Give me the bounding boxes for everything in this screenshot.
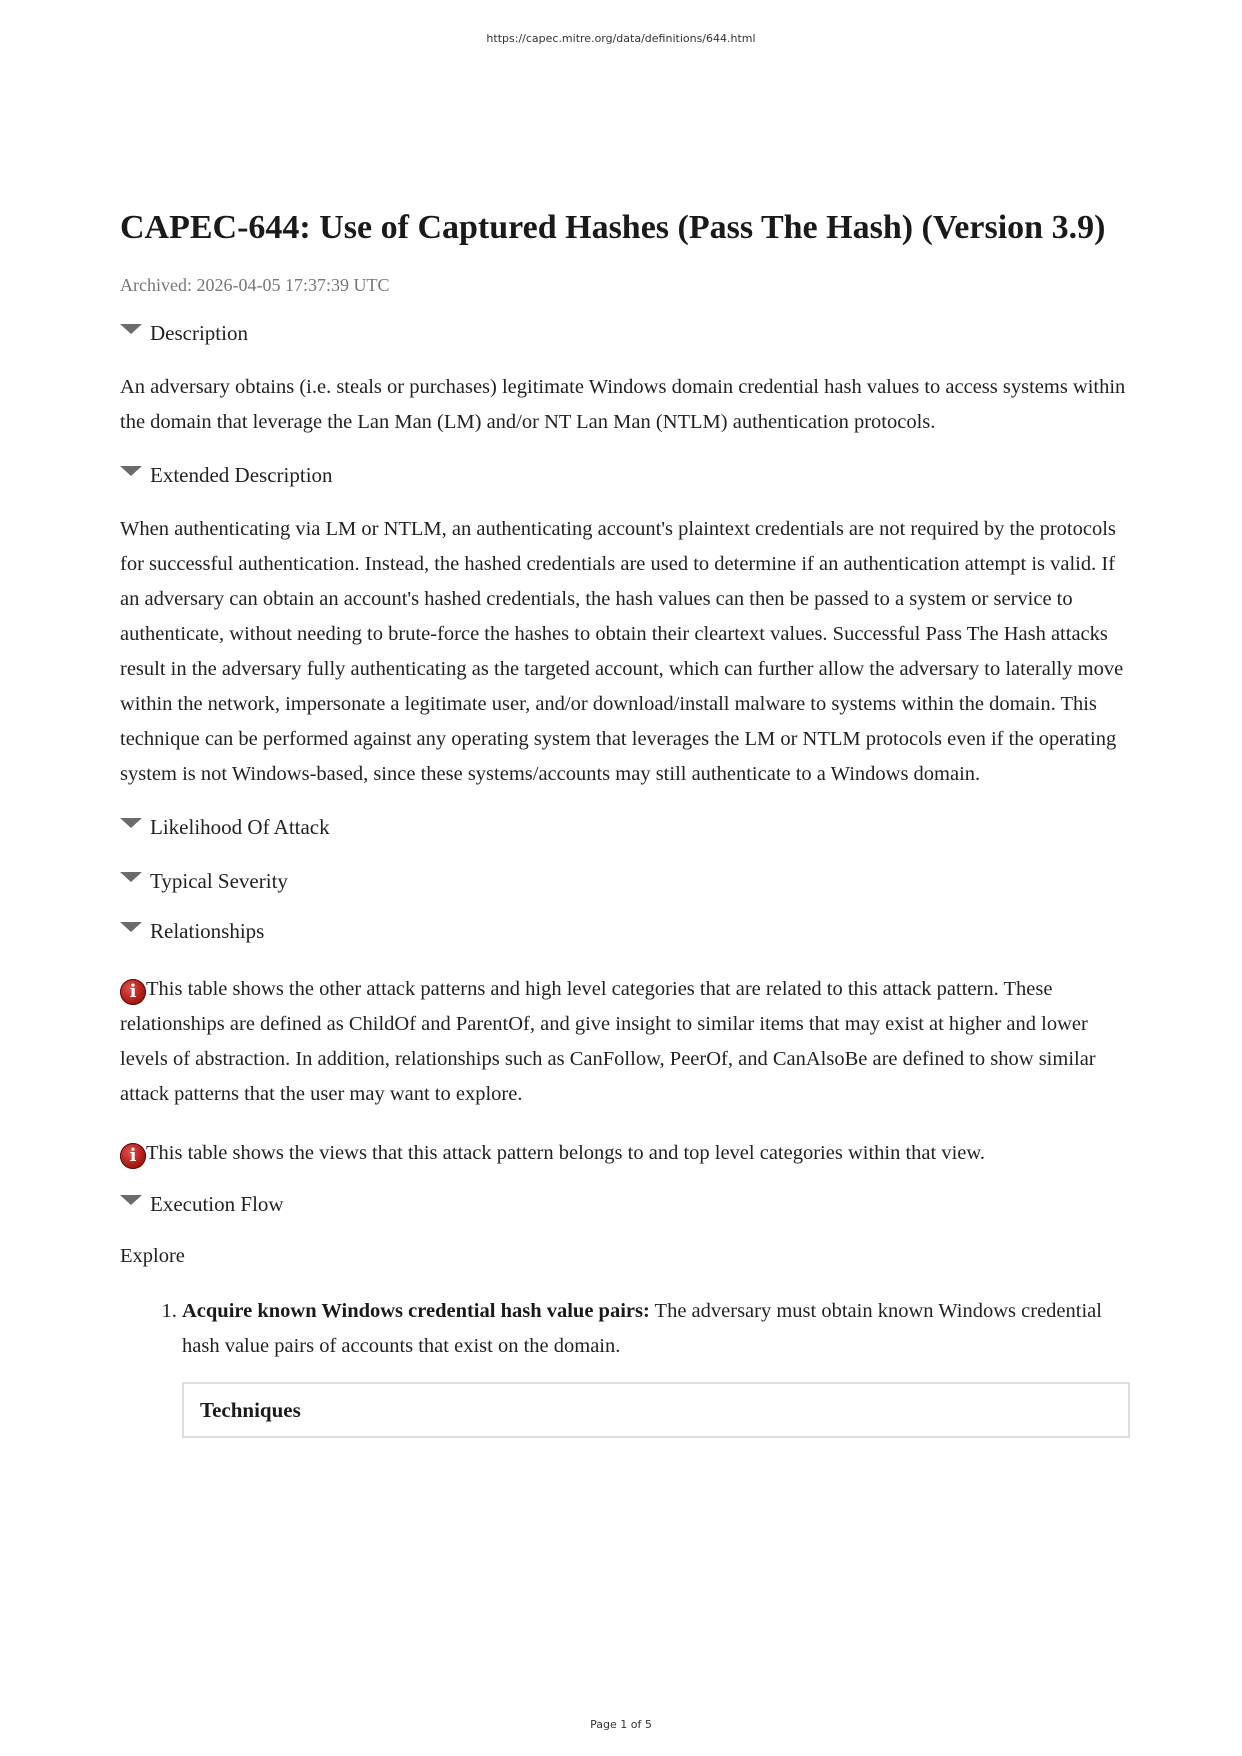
expand-triangle-icon bbox=[120, 1195, 142, 1205]
expand-triangle-icon bbox=[120, 818, 142, 828]
info-icon[interactable]: i bbox=[120, 979, 146, 1005]
execution-step bbox=[182, 1294, 1130, 1364]
section-description-toggle[interactable] bbox=[120, 318, 1130, 348]
section-heading: Execution Flow bbox=[150, 1192, 284, 1216]
section-heading: Extended Description bbox=[150, 463, 333, 487]
section-extended-description-toggle[interactable] bbox=[120, 460, 1130, 490]
expand-triangle-icon bbox=[120, 466, 142, 476]
section-likelihood-toggle[interactable] bbox=[120, 812, 1130, 842]
print-header-url: https://capec.mitre.org/data/definitions/644.html bbox=[486, 32, 756, 45]
techniques-table-header: Techniques bbox=[182, 1382, 1130, 1438]
info-icon[interactable]: i bbox=[120, 1143, 146, 1169]
page-title: CAPEC-644: Use of Captured Hashes (Pass The Hash) (Version 3.9) bbox=[120, 209, 1106, 246]
description-text: An adversary obtains (i.e. steals or purchases) legitimate Windows domain credential hash values to access systems within the domain that leverage the Lan Man (LM) and/or NT Lan Man (NTLM) authentication protocols. bbox=[120, 376, 1126, 433]
expand-triangle-icon bbox=[120, 324, 142, 334]
views-note bbox=[120, 1136, 1130, 1171]
archived-timestamp: Archived: 2026-04-05 17:37:39 UTC bbox=[120, 275, 390, 295]
extended-description-text: When authenticating via LM or NTLM, an authenticating account's plaintext credentials are not required by the protocols for successful authentication. Instead, the hashed credentials are used to determine if an authentication attempt is valid. If an adversary can obtain an account's hashed credentials, the hash values can then be passed to a system or service to authenticate, without needing to brute-force the hashes to obtain their cleartext values. Successful Pass The Hash attacks result in the adversary fully authenticating as the targeted account, which can further allow the adversary to laterally move within the network, impersonate a legitimate user, and/or download/install malware to systems within the domain. This technique can be performed against any operating system that leverages the LM or NTLM protocols even if the operating system is not Windows-based, since these systems/accounts may still authenticate to a Windows domain. bbox=[120, 518, 1124, 785]
page-number: Page 1 of 5 bbox=[590, 1718, 652, 1731]
step-title: Acquire known Windows credential hash value pairs: bbox=[182, 1300, 650, 1322]
relationships-note bbox=[120, 972, 1130, 1112]
execution-phase-label: Explore bbox=[120, 1245, 185, 1267]
main-content bbox=[120, 200, 1130, 1438]
execution-steps-list bbox=[120, 1294, 1130, 1364]
section-heading: Likelihood Of Attack bbox=[150, 815, 330, 839]
section-relationships-toggle[interactable] bbox=[120, 916, 1130, 946]
expand-triangle-icon bbox=[120, 872, 142, 882]
section-execution-flow-toggle[interactable] bbox=[120, 1189, 1130, 1219]
step-text: The adversary must obtain known Windows credential hash value pairs of accounts that exist on the domain. bbox=[182, 1300, 1102, 1357]
section-heading: Relationships bbox=[150, 919, 265, 943]
section-heading: Description bbox=[150, 321, 248, 345]
expand-triangle-icon bbox=[120, 922, 142, 932]
views-note-text: This table shows the views that this attack pattern belongs to and top level categories within that view. bbox=[146, 1142, 985, 1164]
relationships-note-text: This table shows the other attack patterns and high level categories that are related to this attack pattern. These relationships are defined as ChildOf and ParentOf, and give insight to similar items that may exist at higher and lower levels of abstraction. In addition, relationships such as CanFollow, PeerOf, and CanAlsoBe are defined to show similar attack patterns that the user may want to explore. bbox=[120, 978, 1096, 1105]
section-severity-toggle[interactable] bbox=[120, 866, 1130, 896]
section-heading: Typical Severity bbox=[150, 869, 288, 893]
